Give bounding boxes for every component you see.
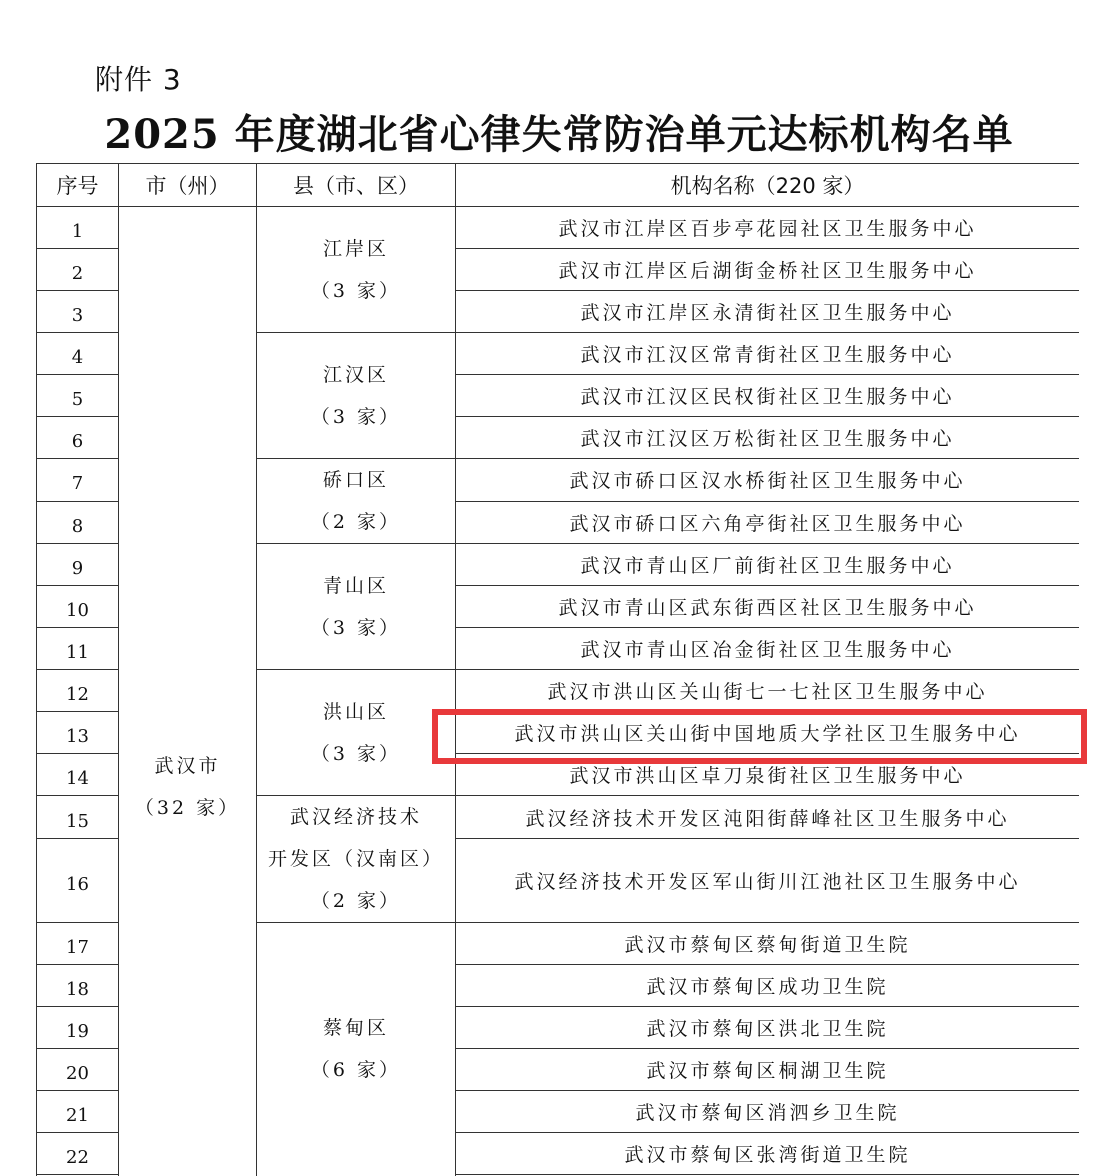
header-institution: 机构名称（220 家） xyxy=(456,164,1080,207)
district-cell xyxy=(257,459,456,544)
district-count: （6 家） xyxy=(310,1059,402,1081)
institution-name: 武汉市洪山区关山街中国地质大学社区卫生服务中心 xyxy=(456,712,1080,754)
row-number: 5 xyxy=(37,375,119,417)
institution-name: 武汉市江汉区万松街社区卫生服务中心 xyxy=(456,417,1080,459)
row-number: 16 xyxy=(37,839,119,923)
institution-name: 武汉市青山区武东街西区社区卫生服务中心 xyxy=(456,586,1080,628)
district-name: 青山区 xyxy=(322,574,389,597)
header-serial: 序号 xyxy=(37,164,119,207)
row-number: 10 xyxy=(37,586,119,628)
row-number: 18 xyxy=(37,965,119,1007)
document-title: 2025 年度湖北省心律失常防治单元达标机构名单 xyxy=(104,111,1014,158)
institution-name: 武汉市江岸区后湖街金桥社区卫生服务中心 xyxy=(456,249,1080,291)
institution-table-container xyxy=(36,163,1079,1176)
institution-name: 武汉市蔡甸区成功卫生院 xyxy=(456,965,1080,1007)
district-cell xyxy=(257,333,456,459)
row-number: 3 xyxy=(37,291,119,333)
district-name-line1: 武汉经济技术 xyxy=(289,806,422,828)
row-number: 9 xyxy=(37,544,119,586)
district-name: 蔡甸区 xyxy=(322,1017,389,1039)
institution-name: 武汉经济技术开发区沌阳街薛峰社区卫生服务中心 xyxy=(456,796,1080,839)
row-number: 15 xyxy=(37,796,119,839)
institution-name: 武汉市洪山区关山街七一七社区卫生服务中心 xyxy=(456,670,1080,712)
row-number: 2 xyxy=(37,249,119,291)
row-number: 14 xyxy=(37,754,119,796)
row-number: 6 xyxy=(37,417,119,459)
header-city: 市（州） xyxy=(119,164,257,207)
institution-name: 武汉市江汉区民权街社区卫生服务中心 xyxy=(456,375,1080,417)
district-cell xyxy=(257,670,456,796)
institution-name: 武汉市青山区冶金街社区卫生服务中心 xyxy=(456,628,1080,670)
header-district: 县（市、区） xyxy=(257,164,456,207)
row-number: 1 xyxy=(37,207,119,249)
row-number: 19 xyxy=(37,1007,119,1049)
row-number: 21 xyxy=(37,1091,119,1133)
district-name: 洪山区 xyxy=(322,700,389,723)
city-count: （32 家） xyxy=(134,797,241,819)
district-cell xyxy=(257,796,456,923)
row-number: 8 xyxy=(37,501,119,544)
institution-name: 武汉市洪山区卓刀泉街社区卫生服务中心 xyxy=(456,754,1080,796)
institution-table xyxy=(36,163,1079,1176)
institution-name: 武汉市江岸区百步亭花园社区卫生服务中心 xyxy=(456,207,1080,249)
district-name-line2: 开发区（汉南区） xyxy=(267,848,444,870)
city-cell xyxy=(119,207,257,1176)
table-header-row xyxy=(37,164,1080,207)
institution-name: 武汉市蔡甸区桐湖卫生院 xyxy=(456,1049,1080,1091)
row-number: 13 xyxy=(37,712,119,754)
row-number: 20 xyxy=(37,1049,119,1091)
institution-name: 武汉市硚口区汉水桥街社区卫生服务中心 xyxy=(456,459,1080,502)
district-count: （3 家） xyxy=(310,279,402,302)
highlight-box xyxy=(432,709,1087,764)
row-number: 12 xyxy=(37,670,119,712)
row-number: 4 xyxy=(37,333,119,375)
row-number: 17 xyxy=(37,923,119,965)
row-number: 22 xyxy=(37,1133,119,1175)
row-number: 7 xyxy=(37,459,119,502)
institution-name: 武汉市江岸区永清街社区卫生服务中心 xyxy=(456,291,1080,333)
district-cell xyxy=(257,544,456,670)
district-name: 江岸区 xyxy=(322,237,389,260)
institution-name: 武汉市蔡甸区张湾街道卫生院 xyxy=(456,1133,1080,1175)
institution-name: 武汉市硚口区六角亭街社区卫生服务中心 xyxy=(456,501,1080,544)
institution-name: 武汉市江汉区常青街社区卫生服务中心 xyxy=(456,333,1080,375)
institution-name: 武汉市蔡甸区洪北卫生院 xyxy=(456,1007,1080,1049)
institution-name: 武汉市蔡甸区蔡甸街道卫生院 xyxy=(456,923,1080,965)
district-cell xyxy=(257,207,456,333)
district-count: （3 家） xyxy=(310,742,402,765)
table-row xyxy=(37,207,1080,249)
institution-name: 武汉市蔡甸区消泗乡卫生院 xyxy=(456,1091,1080,1133)
district-name: 硚口区 xyxy=(322,469,389,491)
district-count: （2 家） xyxy=(310,511,402,533)
institution-name: 武汉经济技术开发区军山街川江池社区卫生服务中心 xyxy=(456,839,1080,923)
city-name: 武汉市 xyxy=(154,755,221,777)
district-count: （3 家） xyxy=(310,405,402,428)
district-name: 江汉区 xyxy=(322,363,389,386)
district-count: （3 家） xyxy=(310,616,402,639)
attachment-label: 附件 3 xyxy=(95,63,182,96)
district-count: （2 家） xyxy=(310,890,402,912)
row-number: 11 xyxy=(37,628,119,670)
institution-name: 武汉市青山区厂前街社区卫生服务中心 xyxy=(456,544,1080,586)
district-cell xyxy=(257,923,456,1176)
